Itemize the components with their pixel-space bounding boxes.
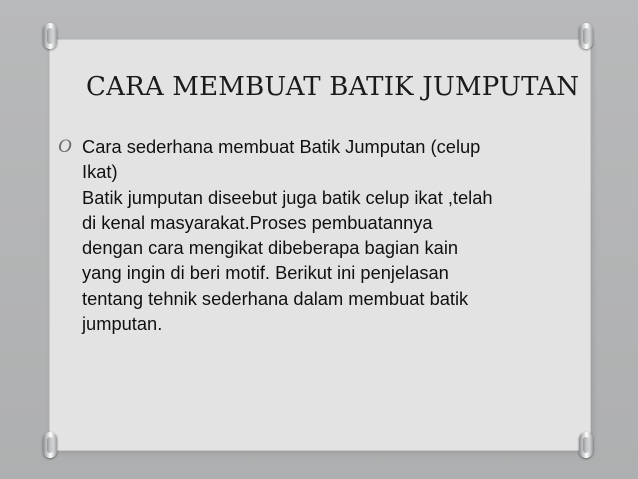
bullet-text: Cara sederhana membuat Batik Jumputan (celup Ikat) Batik jumputan diseebut juga batik celup ikat ,telah di kenal masyarakat.Proses pembuatannya dengan cara mengikat dibeberapa bagian kain yang ingin di beri motif. Berikut ini penjelasan tentang tehnik sederhana dalam membuat batik jumputan. (82, 136, 493, 335)
pin-icon (43, 23, 57, 49)
bullet-marker: O (58, 136, 72, 157)
slide-title: CARA MEMBUAT BATIK JUMPUTAN (86, 72, 580, 102)
pin-icon (579, 432, 593, 458)
bullet-item (58, 134, 578, 336)
pin-icon (43, 432, 57, 458)
pin-icon (579, 23, 593, 49)
bullet-list (58, 134, 578, 336)
